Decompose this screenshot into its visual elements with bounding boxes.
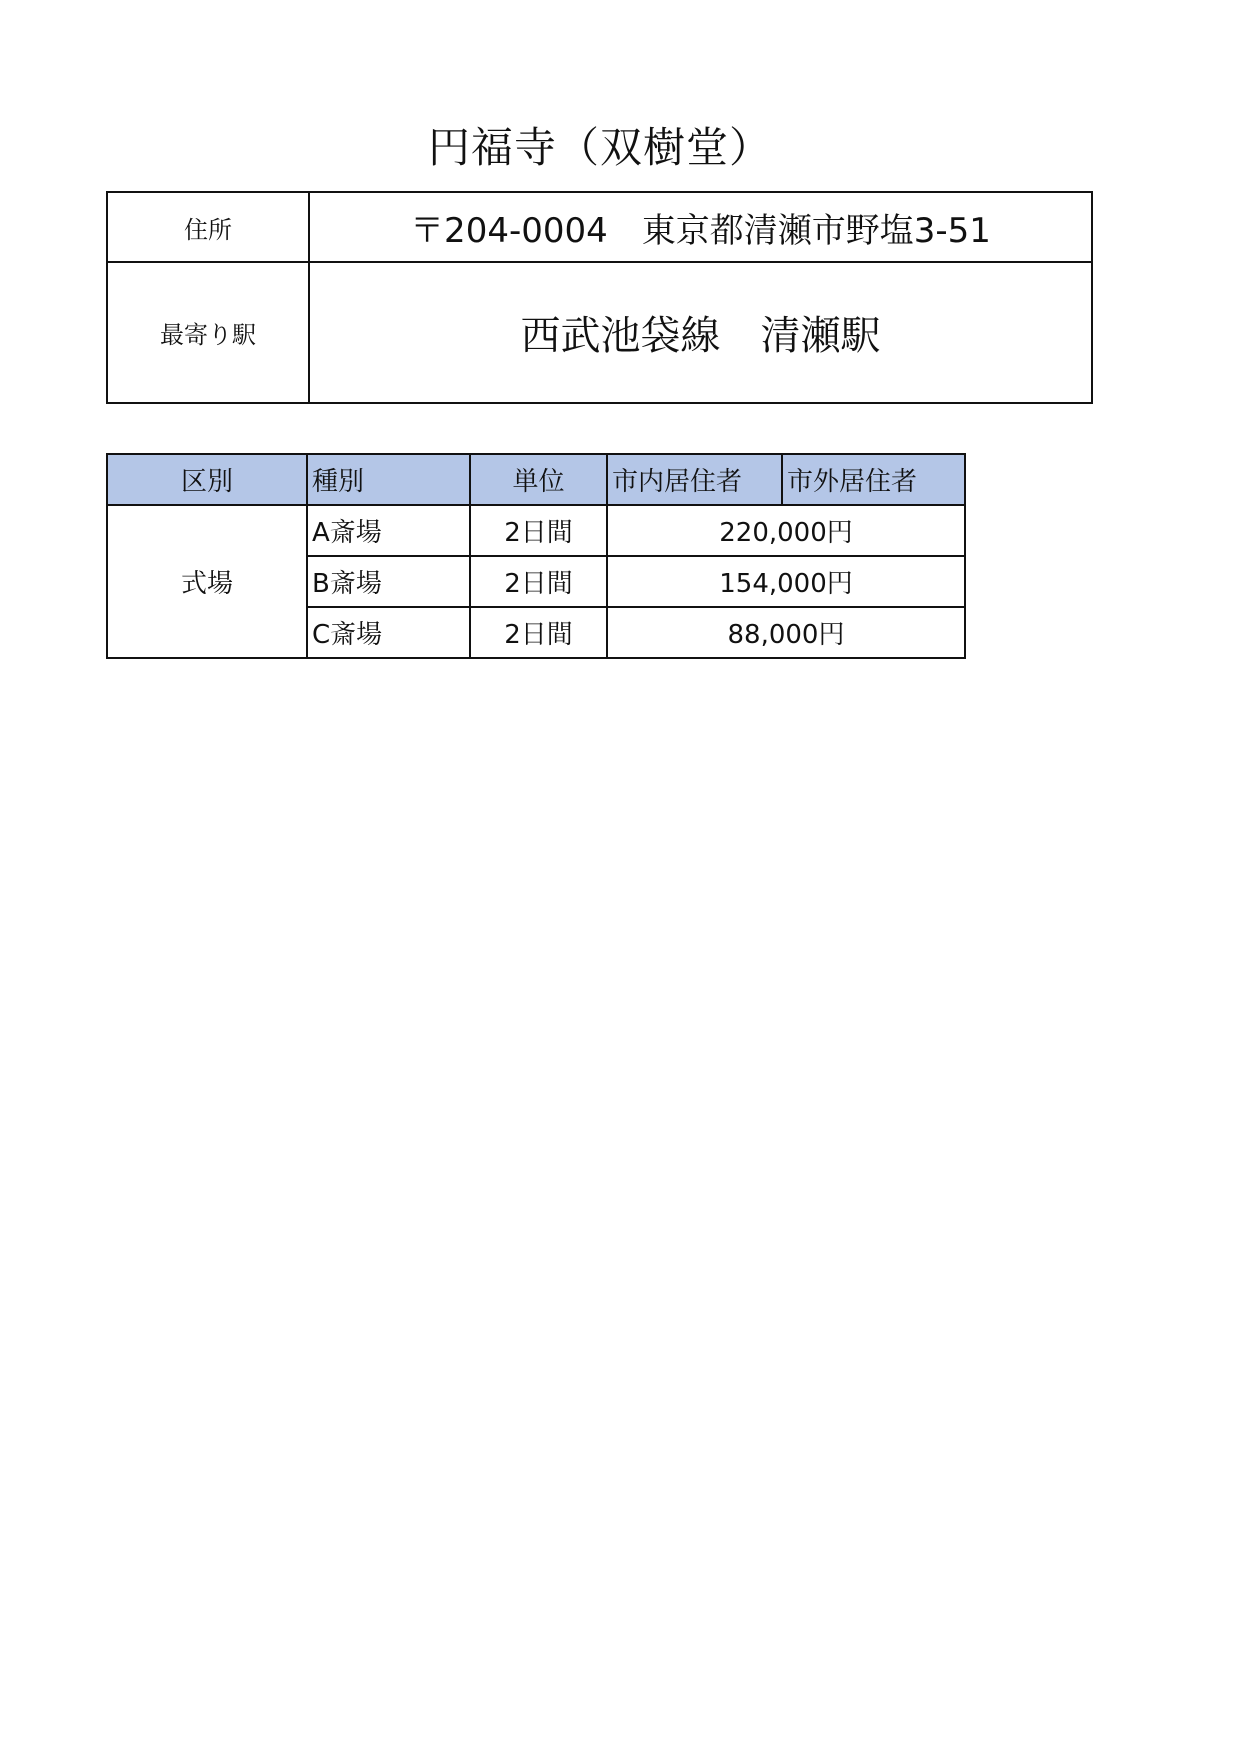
station-value: 西武池袋線 清瀬駅 [309, 262, 1092, 403]
facility-info-table [106, 191, 1093, 404]
type-cell: C斎場 [307, 607, 470, 658]
fee-table-header-row [107, 454, 965, 505]
header-resident: 市内居住者 [607, 454, 782, 505]
fee-table [106, 453, 966, 659]
category-cell: 式場 [107, 505, 307, 658]
price-cell: 220,000円 [607, 505, 965, 556]
address-label: 住所 [107, 192, 309, 262]
type-cell: A斎場 [307, 505, 470, 556]
page-title: 円福寺（双樹堂） [427, 123, 772, 172]
type-cell: B斎場 [307, 556, 470, 607]
address-row [107, 192, 1092, 262]
header-non-resident: 市外居住者 [782, 454, 965, 505]
header-unit: 単位 [470, 454, 607, 505]
address-value: 〒204-0004 東京都清瀬市野塩3-51 [309, 192, 1092, 262]
station-label: 最寄り駅 [107, 262, 309, 403]
unit-cell: 2日間 [470, 607, 607, 658]
unit-cell: 2日間 [470, 556, 607, 607]
header-type: 種別 [307, 454, 470, 505]
unit-cell: 2日間 [470, 505, 607, 556]
price-cell: 88,000円 [607, 607, 965, 658]
price-cell: 154,000円 [607, 556, 965, 607]
table-row [107, 505, 965, 556]
station-row [107, 262, 1092, 403]
header-category: 区別 [107, 454, 307, 505]
